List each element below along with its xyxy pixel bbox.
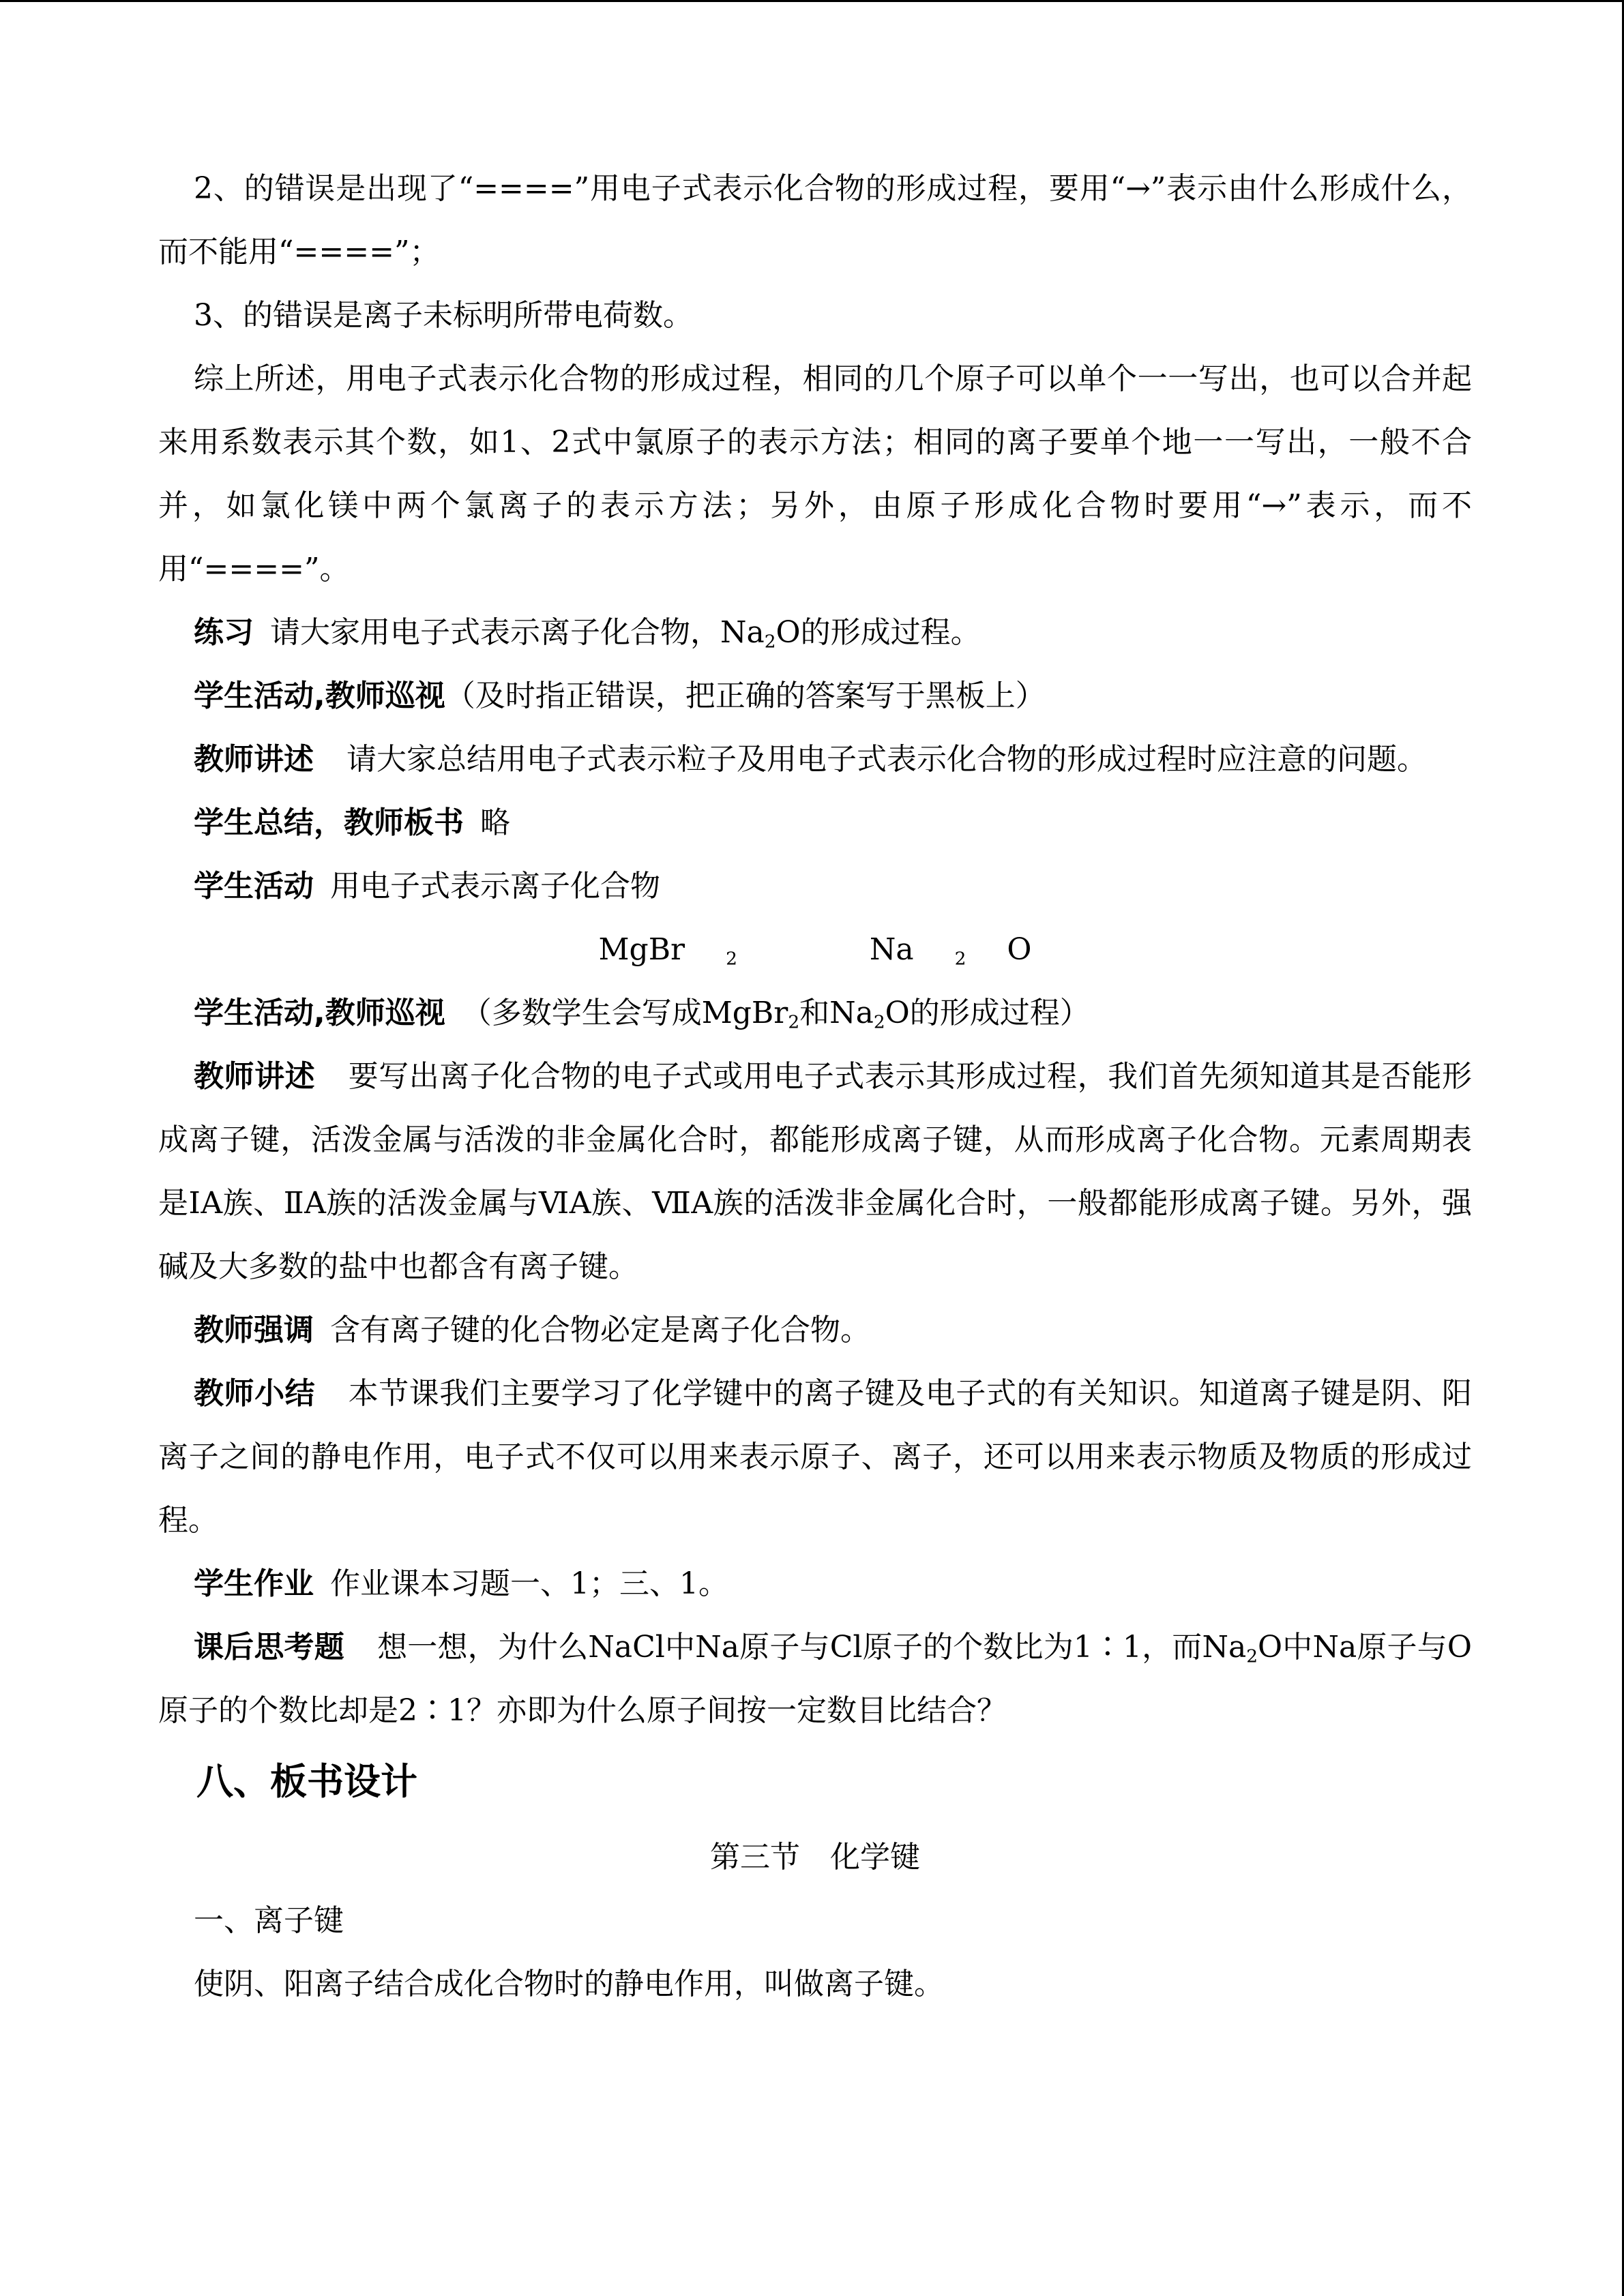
homework-paragraph: [158, 1552, 1472, 1615]
document-body: [158, 157, 1472, 2016]
formula-mgbr2: MgBr $_2$: [598, 932, 737, 970]
lecture-text-2: 要写出离子化合物的电子式或用电子式表示其形成过程，我们首先须知道其是否能形成离子键，活泼金属与活泼的非金属化合时，都能形成离子键，从而形成离子化合物。元素周期表是ⅠA族、ⅡA族的活泼金属与ⅥA族、ⅦA族的活泼非金属化合时，一般都能形成离子键。另外，强碱及大多数的盐中也都含有离子键。: [158, 1059, 1473, 1284]
summary-text-1: 略: [480, 805, 510, 840]
practice-text-a: 请大家用电子式表示离子化合物，Na: [270, 615, 765, 650]
lecture-paragraph-2: [158, 1045, 1472, 1298]
activity-text-2: 用电子式表示离子化合物: [330, 869, 660, 904]
summary-lead-1: 学生总结，教师板书: [194, 805, 464, 840]
activity-paragraph-1: [158, 664, 1472, 728]
board-item-1: 一、离子键: [194, 1903, 344, 1938]
paragraph-error-3: 3、的错误是离子未标明所带电荷数。: [194, 298, 693, 333]
page-border-top: [0, 0, 1624, 2]
section-heading: 八、板书设计: [196, 1760, 417, 1803]
practice-lead: 练习: [194, 615, 254, 650]
paragraph-summary-rules: 综上所述，用电子式表示化合物的形成过程，相同的几个原子可以单个一一写出，也可以合并起来用系数表示其个数，如1、2式中氯原子的表示方法；相同的离子要单个地一一写出，一般不合并，如氯化镁中两个氯离子的表示方法；另外，由原子形成化合物时要用“→”表示，而不用“====”。: [158, 361, 1472, 586]
summary-paragraph-2: [158, 1362, 1472, 1552]
summary-text-2: 本节课我们主要学习了化学键中的离子键及电子式的有关知识。知道离子键是阴、阳离子之间的静电作用，电子式不仅可以用来表示原子、离子，还可以用来表示物质及物质的形成过程。: [158, 1376, 1473, 1538]
lecture-lead-1: 教师讲述: [194, 742, 314, 777]
homework-text: 作业课本习题一、1；三、1。: [330, 1566, 728, 1601]
practice-text-b: O的形成过程。: [776, 615, 981, 650]
homework-lead: 学生作业: [194, 1566, 314, 1601]
activity-paragraph-2: [158, 854, 1472, 918]
emphasis-lead: 教师强调: [194, 1313, 314, 1347]
thinking-paragraph: 课后思考题 想一想，为什么NaCl中Na原子与Cl原子的个数比为1∶1，而$Na_2O$中Na原子与O原子的个数比却是2∶1？亦即为什么原子间按一定数目比结合？: [158, 1630, 1472, 1728]
formula-row: [158, 918, 1472, 981]
paragraph-error-2: 2、的错误是出现了“====”用电子式表示化合物的形成过程，要用“→”表示由什么形成什么，而不能用“====”；: [158, 171, 1472, 269]
lecture-lead-2: 教师讲述: [194, 1059, 316, 1094]
activity-lead-3: 学生活动,教师巡视: [194, 996, 445, 1030]
activity-paragraph-3: 学生活动,教师巡视 （多数学生会写成MgBr$_2$和$Na_2O$的形成过程）: [194, 996, 1090, 1033]
board-title: 第三节 化学键: [710, 1840, 920, 1875]
activity-lead-1: 学生活动,教师巡视: [194, 679, 445, 713]
emphasis-paragraph: [158, 1298, 1472, 1362]
formula-na2o: Na $_2$ O: [869, 932, 1032, 970]
summary-paragraph-1: [158, 791, 1472, 854]
summary-lead-2: 教师小结: [194, 1376, 316, 1411]
emphasis-text: 含有离子键的化合物必定是离子化合物。: [330, 1313, 870, 1347]
practice-subscript: 2: [764, 631, 776, 653]
lecture-text-1: 请大家总结用电子式表示粒子及用电子式表示化合物的形成过程时应注意的问题。: [346, 742, 1427, 777]
lecture-paragraph-1: [158, 728, 1472, 791]
thinking-lead: 课后思考题: [194, 1630, 344, 1665]
practice-paragraph: [158, 601, 1472, 664]
board-definition: 使阴、阳离子结合成化合物时的静电作用，叫做离子键。: [194, 1967, 944, 2001]
activity-lead-2: 学生活动: [194, 869, 314, 904]
activity-text-1: （及时指正错误，把正确的答案写于黑板上）: [445, 679, 1046, 713]
